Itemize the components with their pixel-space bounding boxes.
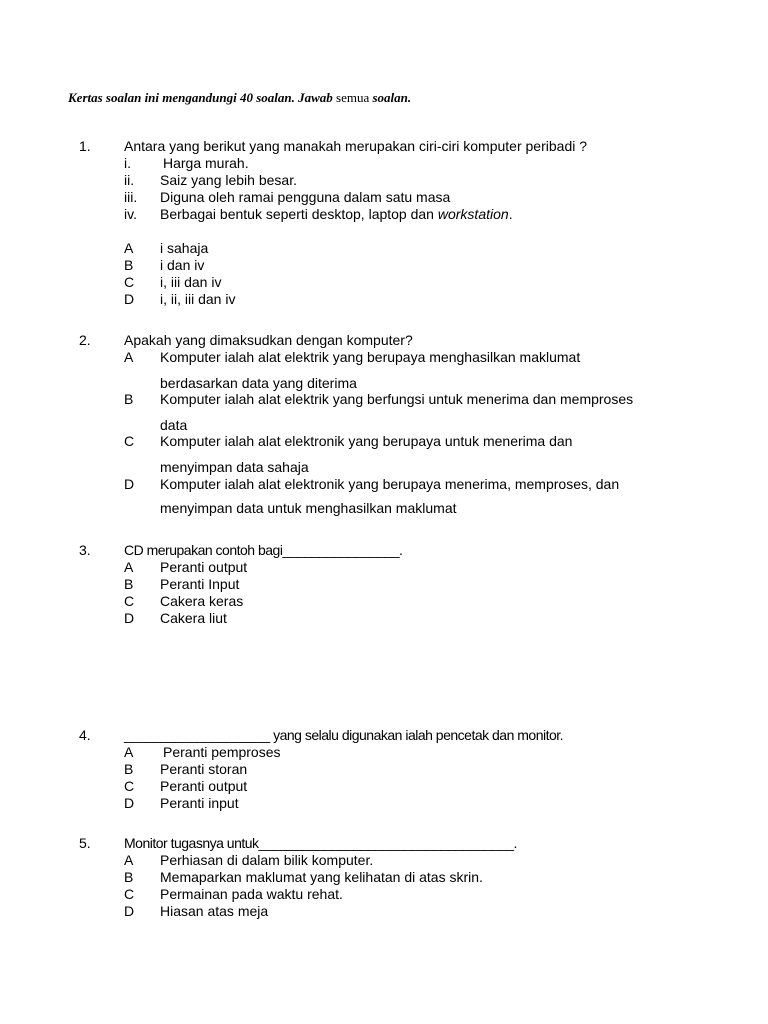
option-text-line2: berdasarkan data yang diterima: [160, 375, 357, 391]
option-label: C: [124, 886, 135, 902]
instructions-part3: soalan.: [372, 90, 412, 105]
option-text: Permainan pada waktu rehat.: [160, 886, 343, 902]
option-text: i, iii dan iv: [160, 274, 222, 290]
option-text: Peranti storan: [160, 761, 248, 777]
option-text-line2: menyimpan data untuk menghasilkan maklumat: [160, 500, 457, 516]
option-text: Peranti output: [160, 778, 248, 794]
option-label: D: [124, 476, 135, 492]
option-label: B: [124, 576, 134, 592]
option-text: Peranti Input: [160, 576, 240, 592]
question-text: Antara yang berikut yang manakah merupakan ciri-ciri komputer peribadi ?: [124, 138, 588, 154]
option-text-line1: Komputer ialah alat elektrik yang berfungsi untuk menerima dan memproses: [160, 391, 634, 407]
question-number: 3.: [79, 542, 91, 558]
option-label: C: [124, 778, 135, 794]
option-text: Cakera keras: [160, 593, 244, 609]
option-text: i sahaja: [160, 240, 209, 256]
option-label: C: [124, 593, 135, 609]
option-text: Hiasan atas meja: [160, 903, 269, 919]
option-label: B: [124, 761, 134, 777]
statement-text-italic: workstation: [437, 206, 509, 222]
option-text: Peranti output: [160, 559, 248, 575]
option-text-line1: Komputer ialah alat elektronik yang berupaya untuk menerima dan: [160, 433, 573, 449]
option-label: D: [124, 795, 135, 811]
option-label: A: [124, 852, 134, 868]
option-label: A: [124, 240, 134, 256]
statement-text: Harga murah.: [163, 155, 249, 171]
question-number: 5.: [79, 835, 91, 851]
statement-text: Diguna oleh ramai pengguna dalam satu masa: [160, 189, 451, 205]
question-number: 4.: [79, 727, 91, 743]
statement-text-main: Berbagai bentuk seperti desktop, laptop dan: [160, 206, 434, 222]
option-text: Memaparkan maklumat yang kelihatan di atas skrin.: [160, 869, 483, 885]
question-text: ____________________ yang selalu digunakan ialah pencetak dan monitor.: [124, 727, 564, 743]
option-label: B: [124, 869, 134, 885]
option-label: A: [124, 559, 134, 575]
exam-instructions: [68, 89, 411, 106]
statement-text: [160, 206, 513, 223]
question-text: Apakah yang dimaksudkan dengan komputer?: [124, 332, 413, 348]
option-text-line2: menyimpan data sahaja: [160, 459, 309, 475]
option-label: D: [124, 610, 135, 626]
option-text: i, ii, iii dan iv: [160, 291, 236, 307]
instructions-part1: Kertas soalan ini mengandungi 40 soalan. Jawab: [68, 90, 333, 105]
option-text: Cakera liut: [160, 610, 227, 626]
option-text-line1: Komputer ialah alat elektronik yang berupaya menerima, memproses, dan: [160, 476, 620, 492]
option-text: Perhiasan di dalam bilik komputer.: [160, 852, 374, 868]
option-label: C: [124, 433, 135, 449]
statement-label: iii.: [124, 189, 138, 205]
option-text: Peranti input: [160, 795, 239, 811]
statement-text: Saiz yang lebih besar.: [160, 172, 297, 188]
question-text: Monitor tugasnya untuk___________________________________.: [124, 835, 517, 851]
option-text: i dan iv: [160, 257, 205, 273]
option-label: B: [124, 257, 134, 273]
statement-label: iv.: [124, 206, 137, 222]
option-text-line1: Komputer ialah alat elektrik yang berupaya menghasilkan maklumat: [160, 349, 581, 365]
option-label: C: [124, 274, 135, 290]
option-label: A: [124, 349, 134, 365]
question-text: CD merupakan contoh bagi________________.: [124, 542, 403, 558]
question-number: 1.: [79, 138, 91, 154]
option-text: Peranti pemproses: [163, 744, 281, 760]
option-text-line2: data: [160, 417, 188, 433]
option-label: A: [124, 744, 134, 760]
statement-text-tail: .: [508, 206, 513, 222]
question-number: 2.: [79, 332, 91, 348]
option-label: D: [124, 291, 135, 307]
statement-label: ii.: [124, 172, 135, 188]
statement-label: i.: [124, 155, 131, 171]
instructions-part2: semua: [336, 90, 370, 105]
option-label: B: [124, 391, 134, 407]
option-label: D: [124, 903, 135, 919]
